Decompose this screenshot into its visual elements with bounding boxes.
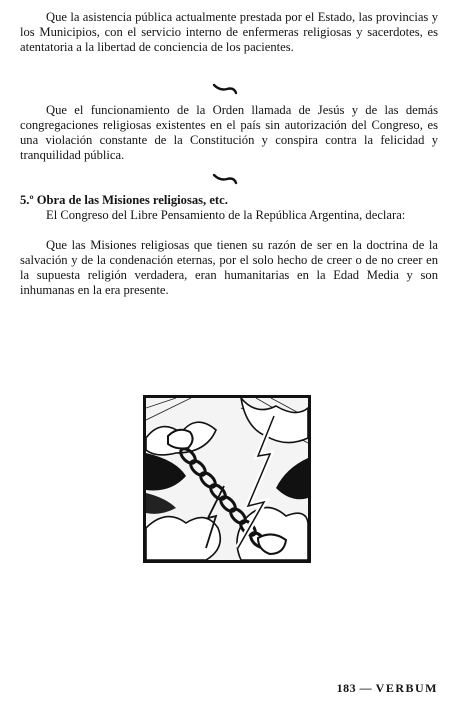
journal-name: VERBUM bbox=[375, 681, 438, 695]
section-heading: 5.º Obra de las Misiones religiosas, etc. bbox=[20, 193, 228, 207]
woodcut-illustration bbox=[143, 395, 311, 563]
section-body: Que las Misiones religiosas que tienen su razón de ser en la doctrina de la salvación y de la condenación eternas, por el solo hecho de creer o de no creer en la supuesta religión verdadera, eran humanitarias en la Edad Media y son inhumanas en la era presente. bbox=[20, 238, 438, 297]
chain-lightning-illustration-icon bbox=[146, 398, 308, 560]
footer-dash: — bbox=[359, 681, 373, 695]
page-footer bbox=[337, 681, 438, 696]
ornament-divider-icon bbox=[212, 82, 238, 96]
paragraph-public-assistance: Que la asistencia pública actualmente prestada por el Estado, las provincias y los Municipios, con el servicio interno de enfermeras religiosas y sacerdotes, es atentatoria a la libertad de conciencia de los pacientes. bbox=[20, 10, 438, 54]
paragraph-religious-orders: Que el funcionamiento de la Orden llamada de Jesús y de las demás congregaciones religiosas existentes en el país sin autorización del Congreso, es una violación constante de la Constitución y conspira contra la felicidad y tranquilidad pública. bbox=[20, 103, 438, 162]
ornament-divider-icon bbox=[212, 172, 238, 186]
section-intro: El Congreso del Libre Pensamiento de la República Argentina, declara: bbox=[46, 208, 406, 222]
page-number: 183 bbox=[336, 681, 357, 695]
